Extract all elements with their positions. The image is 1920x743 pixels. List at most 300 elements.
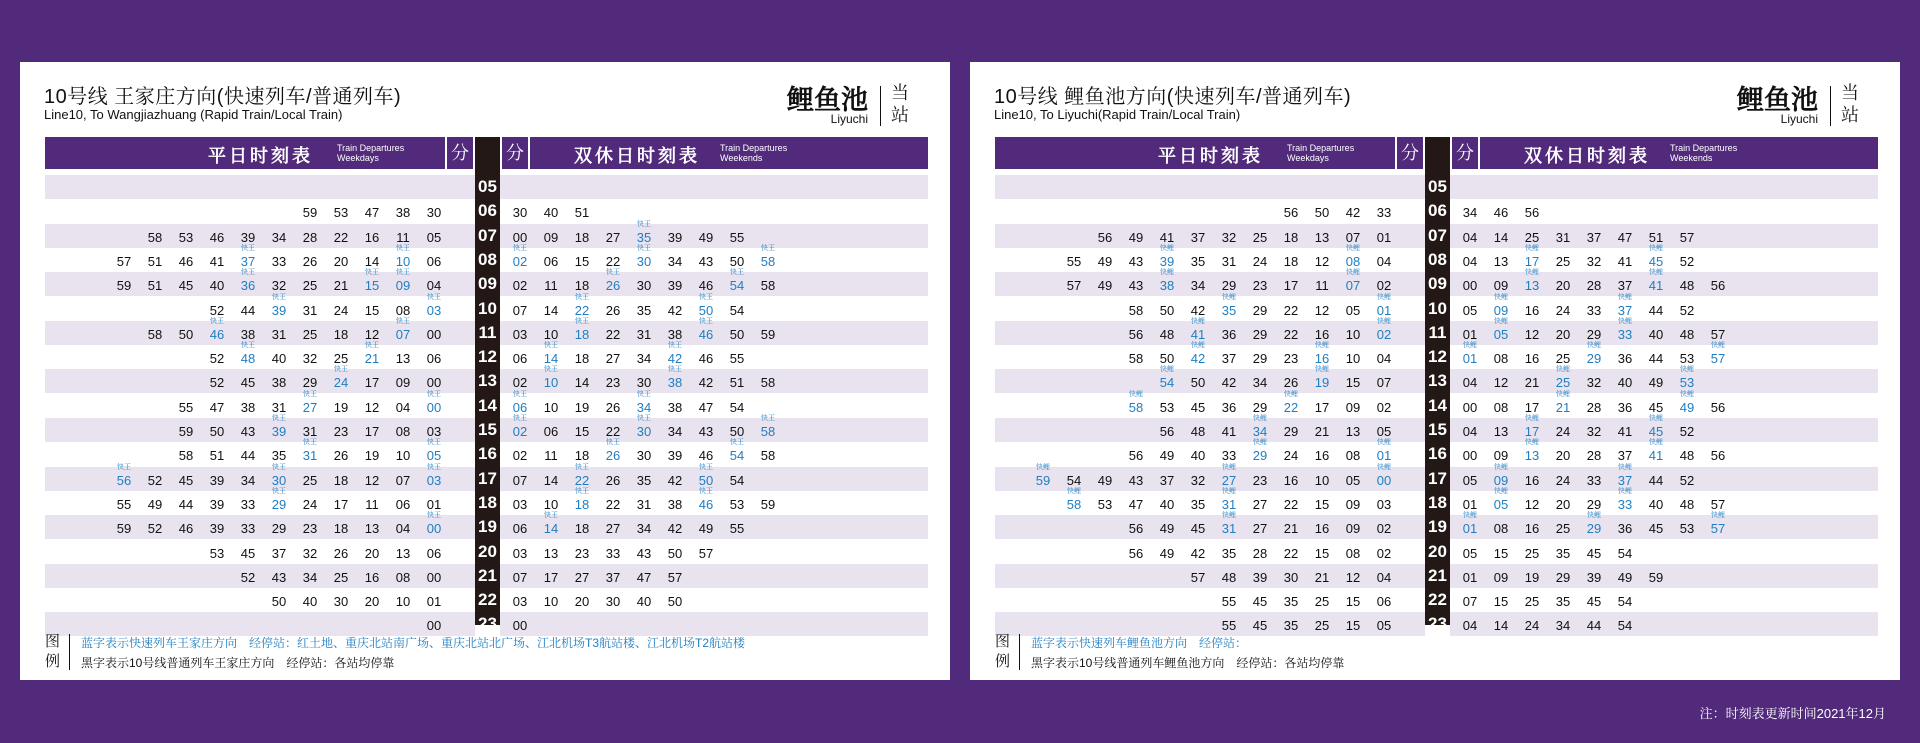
- weekday-minute-rapid: 快鲤 16: [1311, 345, 1333, 369]
- legend-local-note: 黑字表示10号线普通列车鲤鱼池方向 经停站：各站均停靠: [1031, 656, 1345, 670]
- weekday-minute: 22: [1283, 496, 1299, 512]
- weekday-minute: 42: [1190, 545, 1206, 561]
- weekday-minute: 33: [1221, 448, 1237, 464]
- weekend-minute: 01: [1462, 569, 1478, 585]
- weekday-minute: 55: [178, 399, 194, 415]
- weekday-minute: 48: [1190, 424, 1206, 439]
- weekday-minute: 20: [333, 253, 349, 269]
- weekday-minute: 22: [1283, 326, 1299, 342]
- weekday-minute: 27: [1252, 521, 1268, 537]
- weekday-minute: 13: [364, 521, 380, 537]
- weekday-minute: 24: [333, 302, 349, 318]
- weekend-minute-rapid: 快王 14: [540, 345, 562, 369]
- weekend-minute: 36: [1617, 521, 1633, 537]
- weekend-minute: 37: [605, 569, 621, 585]
- weekday-minute: 01: [426, 594, 442, 610]
- hour-label: 15: [478, 420, 497, 439]
- weekday-minute: 32: [271, 278, 287, 294]
- weekday-minute: 04: [1376, 569, 1392, 585]
- weekday-minute: 50: [178, 326, 194, 342]
- weekend-minute-rapid: 快鲤 13: [1521, 272, 1543, 296]
- hour-label: 17: [1428, 468, 1447, 488]
- weekday-minute-rapid: 快鲤 19: [1311, 369, 1333, 393]
- weekend-minute: 25: [1524, 594, 1540, 610]
- weekday-minute: 51: [147, 253, 163, 269]
- weekday-minute: 58: [147, 229, 163, 245]
- weekend-minute: 03: [512, 594, 528, 610]
- weekend-minute: 48: [1679, 448, 1695, 464]
- weekend-minute: 25: [1524, 229, 1540, 245]
- weekday-minute: 11: [365, 496, 379, 512]
- weekend-minute: 10: [543, 594, 559, 610]
- weekday-minute: 18: [333, 521, 349, 537]
- weekend-minute: 26: [605, 472, 621, 488]
- hour-label: 13: [478, 371, 497, 391]
- weekday-minute: 37: [271, 545, 287, 561]
- weekday-minute: 45: [178, 472, 194, 488]
- weekday-minute: 16: [1314, 326, 1330, 342]
- weekend-minute: 46: [698, 278, 714, 294]
- weekday-minute: 49: [1097, 278, 1113, 294]
- weekday-minute: 15: [1345, 618, 1361, 634]
- weekend-minute: 59: [760, 326, 776, 342]
- weekday-minute: 05: [1376, 618, 1392, 634]
- hour-label: 19: [478, 517, 497, 537]
- weekend-minute: 41: [1617, 424, 1633, 439]
- station-name-cn: 鲤鱼池: [787, 85, 868, 115]
- weekend-minute: 51: [729, 375, 745, 391]
- weekday-minute: 04: [1376, 253, 1392, 269]
- weekday-minute: 29: [1252, 302, 1268, 318]
- weekend-minute: 31: [636, 326, 652, 342]
- weekday-minute: 21: [1314, 569, 1330, 585]
- weekend-minute: 58: [760, 278, 776, 294]
- weekday-minute: 46: [178, 253, 194, 269]
- weekend-minute: 06: [512, 351, 528, 367]
- weekend-minute: 11: [544, 448, 558, 464]
- weekend-minute: 13: [1493, 424, 1509, 439]
- weekend-minute-rapid: 快鲤 09: [1490, 467, 1512, 491]
- weekday-minute: 45: [1252, 594, 1268, 610]
- weekend-minute: 14: [574, 375, 590, 391]
- weekday-minute: 09: [1345, 521, 1361, 537]
- weekend-minute: 12: [1524, 326, 1540, 342]
- weekday-minute: 26: [333, 545, 349, 561]
- hour-label: 18: [478, 492, 497, 512]
- weekday-minute: 38: [240, 326, 256, 342]
- weekend-minute: 28: [1586, 448, 1602, 464]
- weekend-minute: 22: [605, 496, 621, 512]
- weekend-subtitle: [720, 143, 787, 163]
- panel-subtitle: Line10, To Wangjiazhuang (Rapid Train/Local Train): [44, 107, 343, 122]
- weekend-minute: 05: [1462, 472, 1478, 488]
- weekday-minute: 00: [426, 326, 442, 342]
- weekday-minute: 22: [1283, 545, 1299, 561]
- weekday-minute-rapid: 快鲤 39: [1156, 248, 1178, 272]
- weekend-minute: 04: [1462, 424, 1478, 439]
- weekday-minute: 29: [1252, 326, 1268, 342]
- weekday-minute: 13: [1345, 424, 1361, 439]
- weekday-minute: 31: [302, 424, 318, 439]
- weekday-minute: 49: [1128, 229, 1144, 245]
- weekend-minute: 06: [512, 521, 528, 537]
- weekend-minute-rapid: 快王 58: [757, 418, 779, 442]
- weekend-minute: 51: [1648, 229, 1664, 245]
- weekend-minute: 32: [1586, 253, 1602, 269]
- weekend-minute-rapid: 快鲤 05: [1490, 491, 1512, 515]
- timetable-panel-wangjiazhuang: [20, 62, 950, 680]
- timetable-row: [45, 321, 928, 345]
- weekend-minute: 49: [698, 521, 714, 537]
- weekend-minute: 20: [1555, 278, 1571, 294]
- weekend-minute-rapid: 快鲤 57: [1707, 515, 1729, 539]
- weekday-minute: 27: [1252, 496, 1268, 512]
- minute-header-right: 分: [1452, 137, 1478, 169]
- weekend-minute-rapid: 快王 42: [664, 345, 686, 369]
- hour-label: 08: [1428, 249, 1447, 269]
- weekday-minute: 25: [333, 351, 349, 367]
- weekday-minute: 23: [1252, 278, 1268, 294]
- weekday-minute-rapid: 快鲤 00: [1373, 467, 1395, 491]
- weekend-minute: 54: [1617, 545, 1633, 561]
- weekday-minute: 56: [1128, 326, 1144, 342]
- weekday-minute: 10: [395, 448, 411, 464]
- weekday-minute: 43: [240, 424, 256, 439]
- weekday-minute: 44: [240, 302, 256, 318]
- weekday-minute: 45: [1190, 521, 1206, 537]
- weekday-minute: 40: [302, 594, 318, 610]
- station-divider: [880, 86, 881, 126]
- weekend-minute: 55: [729, 229, 745, 245]
- weekday-minute: 17: [364, 375, 380, 391]
- weekend-sub-line1: Train Departures: [1670, 143, 1738, 153]
- weekend-minute: 59: [760, 496, 776, 512]
- weekday-minute: 43: [271, 569, 287, 585]
- weekday-minute: 53: [333, 205, 349, 221]
- weekday-minute: 25: [302, 326, 318, 342]
- weekday-minute: 56: [1128, 545, 1144, 561]
- weekday-minute: 07: [395, 472, 411, 488]
- weekday-minute: 02: [1376, 545, 1392, 561]
- weekday-minute-rapid: 快鲤 01: [1373, 442, 1395, 466]
- weekday-minute: 34: [302, 569, 318, 585]
- weekend-minute: 58: [760, 448, 776, 464]
- weekday-minute: 09: [395, 375, 411, 391]
- weekday-minute: 55: [1221, 618, 1237, 634]
- weekday-minute: 40: [209, 278, 225, 294]
- legend-label: 图例: [995, 633, 1011, 670]
- weekday-minute: 35: [1283, 618, 1299, 634]
- weekday-minute: 25: [333, 569, 349, 585]
- weekday-minute-rapid: 快鲤 59: [1032, 467, 1054, 491]
- weekend-minute: 23: [605, 375, 621, 391]
- weekend-minute: 02: [512, 278, 528, 294]
- hour-label: 14: [478, 395, 497, 415]
- weekend-minute: 06: [543, 253, 559, 269]
- weekday-minute: 25: [1252, 229, 1268, 245]
- station-name-en: Liyuchi: [1780, 112, 1818, 126]
- weekend-minute: 18: [574, 448, 590, 464]
- weekend-minute: 28: [1586, 278, 1602, 294]
- hour-label: 20: [1428, 541, 1447, 561]
- weekday-minute: 31: [271, 326, 287, 342]
- weekday-minute: 29: [271, 521, 287, 537]
- weekend-minute: 40: [1648, 496, 1664, 512]
- timetable-row: [45, 224, 928, 248]
- weekend-minute: 57: [1710, 326, 1726, 342]
- weekend-minute: 50: [729, 326, 745, 342]
- weekday-minute: 05: [1376, 424, 1392, 439]
- weekday-minute: 16: [1314, 448, 1330, 464]
- weekday-minute: 47: [364, 205, 380, 221]
- weekday-minute: 31: [271, 399, 287, 415]
- weekday-minute: 34: [271, 229, 287, 245]
- weekend-minute: 00: [1462, 448, 1478, 464]
- weekend-minute: 42: [667, 521, 683, 537]
- weekday-minute: 18: [1283, 229, 1299, 245]
- weekend-minute-rapid: 快鲤 33: [1614, 491, 1636, 515]
- weekday-minute: 42: [1190, 302, 1206, 318]
- station-tag: 当站: [891, 83, 909, 125]
- weekend-minute: 10: [543, 326, 559, 342]
- weekend-minute: 16: [1524, 302, 1540, 318]
- weekday-minute: 52: [240, 569, 256, 585]
- weekend-minute: 04: [1462, 229, 1478, 245]
- weekend-minute: 15: [1493, 545, 1509, 561]
- weekend-minute: 47: [1617, 229, 1633, 245]
- weekend-minute: 55: [729, 351, 745, 367]
- weekday-minute: 32: [1221, 229, 1237, 245]
- timetable-row: [45, 442, 928, 466]
- weekend-minute: 57: [698, 545, 714, 561]
- weekday-minute-rapid: 快王 07: [392, 321, 414, 345]
- weekend-minute: 03: [512, 545, 528, 561]
- timetable-row: [995, 467, 1878, 491]
- weekday-minute: 47: [1128, 496, 1144, 512]
- weekend-minute: 56: [1710, 448, 1726, 464]
- weekend-minute: 32: [1586, 424, 1602, 439]
- weekend-minute-rapid: 快王 22: [571, 297, 593, 321]
- weekend-minute: 49: [1617, 569, 1633, 585]
- weekend-minute: 24: [1555, 472, 1571, 488]
- hour-label: 16: [478, 444, 497, 464]
- weekend-minute: 56: [1524, 205, 1540, 221]
- weekday-minute: 56: [1128, 521, 1144, 537]
- weekday-minute: 45: [240, 545, 256, 561]
- weekend-minute-rapid: 快鲤 37: [1614, 297, 1636, 321]
- weekday-minute: 57: [1066, 278, 1082, 294]
- weekday-minute: 23: [302, 521, 318, 537]
- weekday-minute: 42: [1345, 205, 1361, 221]
- weekend-minute-rapid: 快鲤 01: [1459, 515, 1481, 539]
- hour-label: 19: [1428, 517, 1447, 537]
- hour-label: 23: [478, 614, 497, 634]
- weekday-minute: 05: [426, 229, 442, 245]
- weekend-minute-rapid: 快鲤 33: [1614, 321, 1636, 345]
- timetable-row: [45, 491, 928, 515]
- weekend-minute: 16: [1524, 351, 1540, 367]
- timetable-row: [995, 175, 1878, 199]
- weekend-minute: 18: [574, 278, 590, 294]
- weekend-minute: 44: [1586, 618, 1602, 634]
- weekend-minute: 23: [574, 545, 590, 561]
- weekday-sub-line2: Weekdays: [337, 153, 379, 163]
- weekday-minute: 50: [1159, 302, 1175, 318]
- weekend-minute: 29: [1586, 496, 1602, 512]
- weekend-minute: 35: [1555, 594, 1571, 610]
- weekend-minute: 26: [605, 399, 621, 415]
- station-name-cn: 鲤鱼池: [1737, 85, 1818, 115]
- weekday-minute-rapid: 快鲤 34: [1249, 418, 1271, 442]
- weekend-minute: 35: [636, 302, 652, 318]
- legend-divider: [69, 634, 70, 670]
- hour-label: 05: [1428, 177, 1447, 196]
- weekend-minute: 48: [1679, 326, 1695, 342]
- hour-label: 18: [1428, 492, 1447, 512]
- weekend-minute: 50: [729, 424, 745, 439]
- weekday-minute: 58: [1128, 302, 1144, 318]
- weekend-minute-rapid: 快鲤 57: [1707, 345, 1729, 369]
- weekend-minute: 21: [1524, 375, 1540, 391]
- weekend-minute-rapid: 快王 18: [571, 321, 593, 345]
- weekend-minute: 07: [512, 569, 528, 585]
- weekday-minute: 52: [209, 351, 225, 367]
- weekday-minute: 53: [1097, 496, 1113, 512]
- weekend-minute: 26: [605, 302, 621, 318]
- weekend-minute-rapid: 快鲤 29: [1583, 515, 1605, 539]
- weekend-minute: 52: [1679, 424, 1695, 439]
- weekend-minute: 00: [1462, 278, 1478, 294]
- weekday-minute-rapid: 快王 56: [113, 467, 135, 491]
- weekday-minute: 35: [1283, 594, 1299, 610]
- weekend-minute: 27: [574, 569, 590, 585]
- weekday-minute: 50: [271, 594, 287, 610]
- weekend-minute-rapid: 快王 54: [726, 442, 748, 466]
- weekday-minute-rapid: 快鲤 58: [1125, 394, 1147, 418]
- weekend-minute: 25: [1555, 253, 1571, 269]
- weekend-minute: 13: [543, 545, 559, 561]
- weekday-minute: 24: [302, 496, 318, 512]
- weekday-minute: 26: [333, 448, 349, 464]
- weekend-minute: 45: [1586, 594, 1602, 610]
- weekend-minute: 54: [729, 472, 745, 488]
- weekend-minute: 53: [729, 496, 745, 512]
- weekday-minute: 04: [395, 399, 411, 415]
- weekday-minute: 10: [395, 594, 411, 610]
- weekday-subtitle: [337, 143, 404, 163]
- weekday-minute: 31: [1221, 253, 1237, 269]
- weekend-minute-rapid: 快王 02: [509, 418, 531, 442]
- weekday-minute: 43: [1128, 472, 1144, 488]
- weekday-minute: 20: [364, 594, 380, 610]
- weekday-minute-rapid: 快王 46: [206, 321, 228, 345]
- weekend-minute: 09: [1493, 448, 1509, 464]
- weekday-minute-rapid: 快鲤 42: [1187, 345, 1209, 369]
- weekend-minute: 17: [543, 569, 559, 585]
- timetable-row: [45, 248, 928, 272]
- legend-local-note: 黑字表示10号线普通列车王家庄方向 经停站：各站均停靠: [81, 656, 395, 670]
- weekend-minute-rapid: 快王 30: [633, 418, 655, 442]
- weekend-minute: 39: [667, 278, 683, 294]
- weekday-minute: 33: [240, 496, 256, 512]
- weekend-minute-rapid: 快鲤 17: [1521, 248, 1543, 272]
- weekend-minute: 05: [1462, 545, 1478, 561]
- weekday-minute: 29: [302, 375, 318, 391]
- weekend-minute: 30: [636, 278, 652, 294]
- weekday-minute: 11: [1315, 278, 1329, 294]
- hour-label: 07: [1428, 225, 1447, 245]
- weekday-minute: 34: [1252, 375, 1268, 391]
- weekend-minute: 18: [574, 521, 590, 537]
- weekend-minute: 38: [667, 326, 683, 342]
- row-band-weekday: [995, 175, 1425, 199]
- weekday-minute: 16: [364, 569, 380, 585]
- weekend-minute: 13: [1493, 253, 1509, 269]
- weekend-minute-rapid: 快鲤 13: [1521, 442, 1543, 466]
- timetable-row: [45, 175, 928, 199]
- hour-label: 11: [478, 322, 497, 342]
- weekday-minute: 22: [333, 229, 349, 245]
- timetable-row: [995, 442, 1878, 466]
- weekend-minute: 07: [1462, 594, 1478, 610]
- weekday-minute: 08: [1345, 545, 1361, 561]
- weekday-minute-rapid: 快鲤 07: [1342, 272, 1364, 296]
- weekend-minute-rapid: 快鲤 45: [1645, 418, 1667, 442]
- weekend-minute-rapid: 快王 30: [633, 248, 655, 272]
- weekday-minute: 13: [395, 545, 411, 561]
- weekday-minute: 55: [1066, 253, 1082, 269]
- weekday-minute: 01: [1376, 229, 1392, 245]
- weekend-minute: 15: [1493, 594, 1509, 610]
- weekday-minute: 57: [1190, 569, 1206, 585]
- weekday-minute: 00: [426, 569, 442, 585]
- timetable-grid: [995, 137, 1878, 634]
- weekday-minute-rapid: 快鲤 54: [1156, 369, 1178, 393]
- weekday-minute: 56: [1159, 424, 1175, 439]
- weekend-minute: 16: [1524, 521, 1540, 537]
- weekend-minute-rapid: 快鲤 37: [1614, 467, 1636, 491]
- weekend-minute: 24: [1555, 424, 1571, 439]
- weekend-minute-rapid: 快王 38: [664, 369, 686, 393]
- weekday-minute: 31: [302, 302, 318, 318]
- weekend-minute: 20: [1555, 326, 1571, 342]
- weekday-minute: 06: [426, 253, 442, 269]
- weekday-minute: 21: [1283, 521, 1299, 537]
- weekend-minute: 08: [1493, 351, 1509, 367]
- minute-header-left: 分: [447, 137, 473, 169]
- weekend-minute: 01: [1462, 496, 1478, 512]
- weekday-minute: 38: [240, 399, 256, 415]
- weekend-title: 双休日时刻表: [1524, 146, 1650, 166]
- weekday-subtitle: [1287, 143, 1354, 163]
- timetable-row: [45, 515, 928, 539]
- weekend-minute: 22: [605, 253, 621, 269]
- weekday-minute-rapid: 快王 36: [237, 272, 259, 296]
- weekend-minute: 44: [1648, 302, 1664, 318]
- weekday-minute: 17: [1314, 399, 1330, 415]
- weekend-minute: 03: [512, 496, 528, 512]
- timetable-row: [995, 199, 1878, 223]
- weekend-minute-rapid: 快鲤 01: [1459, 345, 1481, 369]
- weekday-minute-rapid: 快王 30: [268, 467, 290, 491]
- weekend-minute: 47: [636, 569, 652, 585]
- weekday-minute: 49: [1097, 253, 1113, 269]
- weekday-minute: 17: [364, 424, 380, 439]
- weekend-minute-rapid: 快鲤 17: [1521, 418, 1543, 442]
- weekend-minute-rapid: 快王 58: [757, 248, 779, 272]
- weekend-minute: 03: [512, 326, 528, 342]
- weekend-minute: 35: [1555, 545, 1571, 561]
